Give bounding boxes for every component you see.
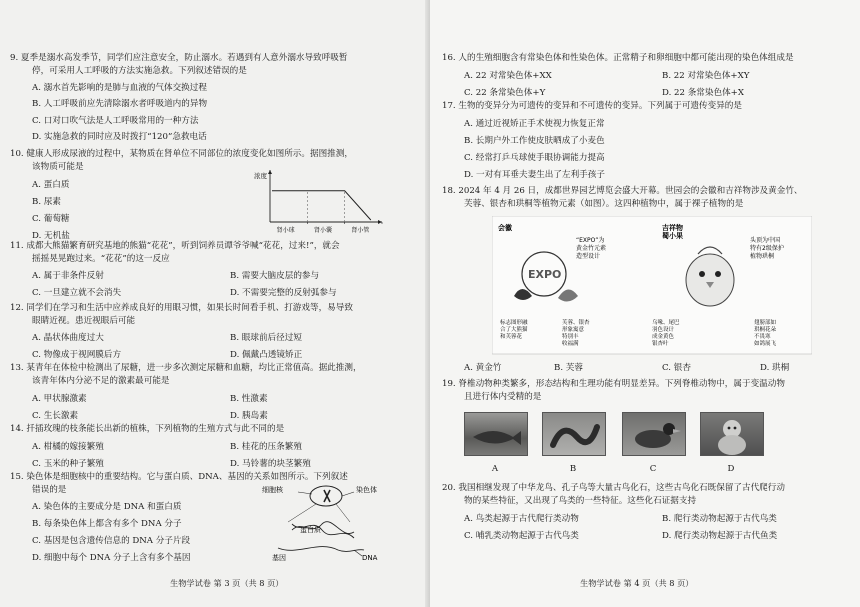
question-18 xyxy=(442,185,803,210)
caption-2-line-3: 特别丰 xyxy=(562,334,579,340)
question-11-stem-line-2: 摇摇晃晃跑过来。“花花”的这一反应 xyxy=(32,253,170,264)
question-12-stem-line-1: 12. 同学们在学习和生活中应养成良好的用眼习惯，如果长时间看手机、打游戏等，易导致 xyxy=(10,303,353,313)
question-17-option-d: D. 一对有耳垂夫妻生出了左利手孩子 xyxy=(464,170,605,180)
mascot-title-line-2: 蜀小果 xyxy=(662,232,683,240)
question-13-option-a: A. 甲状腺激素 xyxy=(32,394,87,404)
question-14-stem-line-1: 14. 扦插玫瑰的枝条能长出新的植株，下列植物的生殖方式与此不同的是 xyxy=(10,424,285,434)
question-9-stem-line-1: 9. 夏季是溺水高发季节，同学们应注意安全，防止溺水。若遇到有人意外溺水导致呼吸暂 xyxy=(10,53,348,63)
question-17-option-a: A. 通过近视矫正手术使视力恢复正常 xyxy=(464,119,605,129)
question-20-option-c: C. 哺乳类动物起源于古代鸟类 xyxy=(464,531,579,541)
photo-label-c: C xyxy=(649,464,657,474)
emblem-note-line-1: “EXPO”为 xyxy=(576,237,605,244)
question-13-stem-line-2: 该青年体内分泌不足的激素最可能是 xyxy=(32,375,170,386)
mascot-title xyxy=(662,223,685,240)
chromosome-leader-line xyxy=(342,492,354,496)
y-axis-label: 浓度 xyxy=(254,172,267,180)
question-14 xyxy=(10,423,284,436)
nucleus-leader-line xyxy=(298,492,312,494)
question-18-option-a: A. 黄金竹 xyxy=(464,363,502,373)
question-10-stem-line-2: 该物质可能是 xyxy=(32,161,84,172)
question-14-option-d: D. 马铃薯的块茎繁殖 xyxy=(230,459,311,469)
question-20-option-a: A. 鸟类起源于古代爬行类动物 xyxy=(464,514,579,524)
mascot-eye-right xyxy=(715,271,721,277)
question-13-option-d: D. 胰岛素 xyxy=(230,411,268,421)
footer-page-3: 生物学试卷 第 3 页（共 8 页） xyxy=(170,578,284,588)
question-16 xyxy=(442,52,794,65)
question-15-stem-line-2: 错误的是 xyxy=(32,484,67,495)
photo-c-duck xyxy=(622,412,686,456)
mascot-body-shape xyxy=(686,254,734,306)
mascot-title-line-1: 吉祥物 xyxy=(662,224,683,232)
question-19-stem-line-2: 且进行体内受精的是 xyxy=(464,391,542,402)
caption-1-line-2: 合了大熊猫 xyxy=(500,327,528,333)
monkey-icon xyxy=(701,413,763,455)
question-16-option-c: C. 22 条常染色体+Y xyxy=(464,88,546,98)
mascot-note-line-2: 特有2级保护 xyxy=(750,245,784,252)
caption-2-line-2: 形象寓意 xyxy=(562,327,585,333)
question-17-option-b: B. 长期户外工作使皮肤晒成了小麦色 xyxy=(464,136,605,146)
caption-1-line-1: 标志图形融 xyxy=(500,320,528,326)
caption-3-line-3: 成金黄色 xyxy=(652,334,675,340)
question-17-option-c: C. 经常打乒乓球使手眼协调能力提高 xyxy=(464,153,605,163)
question-18-option-b: B. 芙蓉 xyxy=(554,363,583,373)
mascot-eye-left xyxy=(699,271,705,277)
caption-4-line-3: 不畏寒 xyxy=(754,334,771,340)
dna-strand-shape xyxy=(278,547,364,552)
question-14-option-c: C. 玉米的种子繁殖 xyxy=(32,459,104,469)
question-12-option-d: D. 佩戴凸透镜矫正 xyxy=(230,350,303,360)
photo-label-a: A xyxy=(491,464,499,474)
question-17 xyxy=(442,100,742,113)
mascot-note-line-1: 头顶为中国 xyxy=(750,237,781,244)
label-chromosome: 染色体 xyxy=(356,486,377,494)
question-15-option-d: D. 细胞中每个 DNA 分子上含有多个基因 xyxy=(32,553,191,563)
question-9-stem-line-2: 停，可采用人工呼吸的方法实施急救。下列叙述错误的是 xyxy=(32,65,247,76)
question-20-stem-line-2: 物的某些特征，又出现了鸟类的一些特征。这些化石证据支持 xyxy=(464,495,697,506)
question-11 xyxy=(10,240,340,265)
snake-icon xyxy=(543,413,605,455)
question-9-option-d: D. 实施急救的同时应及时拨打“120”急救电话 xyxy=(32,132,207,142)
question-10-option-c: C. 葡萄糖 xyxy=(32,214,70,224)
question-11-option-a: A. 属于非条件反射 xyxy=(32,271,104,281)
question-9-option-b: B. 人工呼吸前应先清除溺水者呼吸道内的异物 xyxy=(32,99,208,109)
caption-3-line-2: 羽色设计 xyxy=(652,327,675,333)
emblem-title: 会徽 xyxy=(498,224,512,232)
zoom-lines xyxy=(288,504,350,522)
question-12-option-a: A. 晶状体曲度过大 xyxy=(32,333,104,343)
label-nucleus: 细胞核 xyxy=(262,486,283,494)
question-9-option-a: A. 溺水首先影响的是肺与血液的气体交换过程 xyxy=(32,83,207,93)
footer-page-4: 生物学试卷 第 4 页（共 8 页） xyxy=(580,578,694,588)
question-11-option-d: D. 不需要完整的反射弧参与 xyxy=(230,288,337,298)
photo-label-d: D xyxy=(727,464,735,474)
question-15-option-a: A. 染色体的主要成分是 DNA 和蛋白质 xyxy=(32,502,182,512)
question-13-option-c: C. 生长激素 xyxy=(32,411,79,421)
chromosome-diagram xyxy=(258,478,398,562)
question-20-option-d: D. 爬行类动物起源于古代鱼类 xyxy=(662,531,778,541)
x-axis-arrow xyxy=(378,220,382,224)
x-tick-label-1: 肾小囊 xyxy=(314,227,333,234)
photo-label-b: B xyxy=(569,464,577,474)
label-dna: DNA xyxy=(362,554,378,562)
expo-emblem-mascot-figure xyxy=(492,216,812,356)
question-12-option-b: B. 眼球前后径过短 xyxy=(230,333,302,343)
question-16-option-d: D. 22 条常染色体+X xyxy=(662,88,745,98)
question-17-stem-line-1: 17. 生物的变异分为可遗传的变异和不可遗传的变异。下列属于可遗传变异的是 xyxy=(442,101,742,111)
duck-icon xyxy=(623,413,685,455)
question-19-stem-line-1: 19. 脊椎动物种类繁多，形态结构和生理功能有明显差异。下列脊椎动物中，属于变温动物 xyxy=(442,379,785,389)
question-20 xyxy=(442,482,785,507)
label-protein: 蛋白质 xyxy=(300,526,321,534)
caption-1-line-3: 和芙蓉花 xyxy=(500,334,523,340)
question-14-option-b: B. 桂花的压条繁殖 xyxy=(230,442,302,452)
caption-3-line-1: 乌喙、尾巴 xyxy=(652,320,680,326)
caption-4 xyxy=(754,318,778,347)
question-18-option-d: D. 珙桐 xyxy=(760,363,790,373)
y-axis-arrow xyxy=(268,170,272,174)
question-10-option-b: B. 尿素 xyxy=(32,197,61,207)
question-19 xyxy=(442,378,785,403)
question-16-stem-line-1: 16. 人的生殖细胞含有常染色体和性染色体。正常精子和卵细胞中都可能出现的染色体组成是 xyxy=(442,53,794,63)
question-13-option-b: B. 性激素 xyxy=(230,394,268,404)
question-9 xyxy=(10,52,348,77)
question-20-stem-line-1: 20. 我国相继发现了中华龙鸟、孔子鸟等大量古鸟化石，这些古鸟化石既保留了古代爬行动 xyxy=(442,483,785,493)
caption-4-line-1: 翅膀部如 xyxy=(754,320,777,326)
photo-d-monkey xyxy=(700,412,764,456)
question-11-stem-line-1: 11. 成都大熊猫繁育研究基地的熊猫“花花”，听到饲养员谭爷爷喊“花花，过来!”，就会 xyxy=(10,241,340,251)
question-10-stem-line-1: 10. 健康人形成尿液的过程中，某物质在肾单位不同部位的浓度变化如图所示。据图推测， xyxy=(10,149,353,159)
label-gene: 基因 xyxy=(272,554,286,562)
question-11-option-c: C. 一旦建立就不会消失 xyxy=(32,288,122,298)
concentration-series-line xyxy=(272,191,371,220)
fish-icon xyxy=(465,413,527,455)
caption-2-line-1: 芙蓉、银杏 xyxy=(562,320,590,326)
question-13 xyxy=(10,362,362,387)
question-14-option-a: A. 柑橘的嫁接繁殖 xyxy=(32,442,104,452)
cell-nucleus-shape xyxy=(310,486,342,506)
mascot-note-line-3: 植物珙桐 xyxy=(750,253,775,260)
caption-2-line-4: 收福满 xyxy=(562,341,579,347)
question-13-stem-line-1: 13. 某青年在体检中检测出了尿糖，进一步多次测定尿糖和血糖，均比正常值高。据此推测， xyxy=(10,363,362,373)
caption-4-line-2: 珙桐花朵 xyxy=(754,327,777,333)
exam-page-4 xyxy=(430,0,860,607)
emblem-note-line-3: 造型设计 xyxy=(576,253,601,260)
question-20-option-b: B. 爬行类动物起源于古代鸟类 xyxy=(662,514,777,524)
question-10-option-d: D. 无机盐 xyxy=(32,231,70,241)
chromosome-shape xyxy=(324,490,330,502)
question-12 xyxy=(10,302,353,327)
question-12-option-c: C. 物像成于视网膜后方 xyxy=(32,350,122,360)
question-15-stem-line-1: 15. 染色体是细胞核中的重要结构。它与蛋白质、DNA、基因的关系如图所示。下列叙述 xyxy=(10,472,348,482)
question-12-stem-line-2: 眼睛近视。患近视眼后可能 xyxy=(32,315,136,326)
photo-b-snake xyxy=(542,412,606,456)
question-18-stem-line-1: 18. 2024 年 4 月 26 日，成都世界园艺博览会盛大开幕。世园会的会徽和吉祥物涉及黄金竹、 xyxy=(442,186,803,196)
caption-4-line-4: 如鸽展飞 xyxy=(754,341,777,347)
photo-a-fish xyxy=(464,412,528,456)
question-16-option-a: A. 22 对常染色体+XX xyxy=(464,71,552,81)
emblem-note-line-2: 黄金竹元素 xyxy=(576,245,607,252)
x-tick-label-2: 肾小管 xyxy=(351,227,370,234)
question-18-option-c: C. 银杏 xyxy=(662,363,691,373)
dna-leader-line xyxy=(354,550,362,556)
question-15-option-b: B. 每条染色体上都含有多个 DNA 分子 xyxy=(32,519,182,529)
question-10-option-a: A. 蛋白质 xyxy=(32,180,70,190)
x-tick-label-0: 肾小球 xyxy=(276,227,295,234)
question-9-option-c: C. 口对口吹气法是人工呼吸常用的一种方法 xyxy=(32,116,199,126)
caption-3-line-4: 银杏叶 xyxy=(652,341,669,347)
emblem-mark-text: EXPO xyxy=(528,268,562,281)
question-16-option-b: B. 22 对常染色体+XY xyxy=(662,71,750,81)
concentration-chart xyxy=(252,160,392,240)
question-11-option-b: B. 需要大脑皮层的参与 xyxy=(230,271,320,281)
question-15-option-c: C. 基因是包含遗传信息的 DNA 分子片段 xyxy=(32,536,191,546)
question-18-stem-line-2: 芙蓉、银杏和珙桐等植物元素（如图）。这四种植物中，属于裸子植物的是 xyxy=(464,198,744,209)
